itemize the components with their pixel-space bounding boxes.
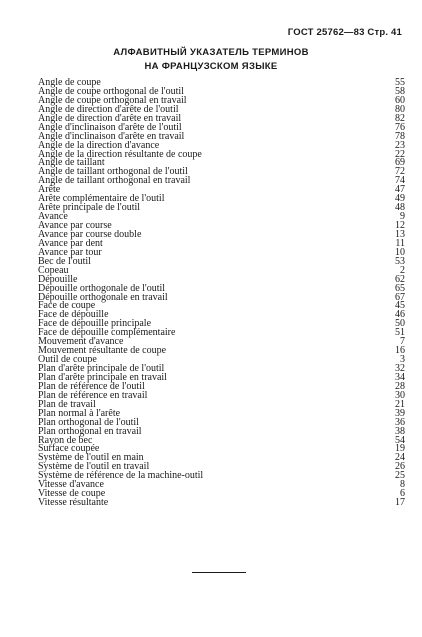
entry-term: Angle de la direction résultante de coupe	[38, 148, 202, 160]
index-entry	[38, 246, 405, 258]
entry-term: Plan normal à l'arête	[38, 407, 121, 419]
entry-number: 58	[395, 85, 405, 97]
entry-term: Plan d'arête principale de l'outil	[38, 363, 165, 374]
entry-term: Plan de référence de l'outil	[38, 380, 145, 392]
entry-number: 82	[395, 112, 405, 124]
entry-term: Surface coupée	[38, 443, 100, 455]
end-rule	[192, 572, 246, 573]
entry-term: Mouvement d'avance	[38, 336, 124, 348]
entry-number: 78	[395, 130, 405, 142]
index-entry	[38, 204, 405, 213]
entry-number: 62	[395, 273, 405, 285]
entry-number: 72	[395, 166, 405, 178]
entry-number: 49	[395, 193, 405, 205]
entry-number: 9	[400, 211, 405, 223]
entry-term: Angle de la direction d'avance	[38, 139, 160, 151]
entry-number: 30	[395, 389, 405, 401]
title-line-1: АЛФАВИТНЫЙ УКАЗАТЕЛЬ ТЕРМИНОВ	[113, 47, 309, 58]
term-index-list	[38, 79, 405, 508]
title-line-2: НА ФРАНЦУЗСКОМ ЯЗЫКЕ	[144, 61, 278, 72]
entry-number: 16	[395, 345, 405, 357]
entry-term: Plan de référence en travail	[38, 389, 148, 401]
entry-number: 46	[395, 309, 405, 321]
entry-term: Arête complémentaire de l'outil	[38, 193, 165, 205]
entry-number: 47	[395, 184, 405, 196]
entry-number: 32	[395, 363, 405, 374]
entry-number: 74	[395, 175, 405, 187]
entry-term: Système de l'outil en travail	[38, 461, 150, 473]
entry-term: Angle de taillant	[38, 157, 105, 169]
entry-term: Vitesse d'avance	[38, 479, 104, 491]
entry-term: Face de dépouille	[38, 309, 109, 321]
entry-number: 54	[395, 434, 405, 446]
entry-term: Vitesse de coupe	[38, 488, 106, 500]
entry-number: 13	[395, 228, 405, 240]
entry-number: 8	[400, 479, 405, 491]
entry-number: 12	[395, 220, 405, 231]
index-title	[0, 46, 422, 74]
entry-number: 7	[400, 336, 405, 348]
entry-number: 25	[395, 470, 405, 482]
entry-term: Angle de taillant orthogonal en travail	[38, 175, 191, 187]
entry-number: 76	[395, 121, 405, 133]
entry-term: Arête principale de l'outil	[38, 202, 141, 214]
index-entry	[38, 264, 405, 276]
entry-term: Avance par tour	[38, 246, 102, 258]
entry-term: Avance par course	[38, 220, 112, 231]
entry-number: 36	[395, 416, 405, 428]
entry-term: Angle d'inclinaison d'arête en travail	[38, 130, 185, 142]
entry-number: 2	[400, 264, 405, 276]
entry-number: 45	[395, 300, 405, 312]
entry-term: Arête	[38, 184, 61, 196]
entry-term: Plan orthogonal en travail	[38, 425, 142, 437]
entry-number: 65	[395, 282, 405, 294]
entry-term: Système de référence de la machine-outil	[38, 470, 204, 482]
entry-term: Outil de coupe	[38, 354, 97, 366]
entry-term: Dépouille	[38, 273, 78, 285]
entry-term: Face de coupe	[38, 300, 96, 312]
entry-term: Angle de coupe orthogonal en travail	[38, 94, 187, 106]
entry-number: 19	[395, 443, 405, 455]
entry-term: Rayon de bec	[38, 434, 93, 446]
entry-term: Angle de taillant orthogonal de l'outil	[38, 166, 188, 178]
entry-number: 51	[395, 327, 405, 339]
entry-number: 26	[395, 461, 405, 473]
entry-term: Face de dépouille complémentaire	[38, 327, 176, 339]
entry-term: Angle d'inclinaison d'arête de l'outil	[38, 121, 182, 133]
entry-number: 23	[395, 139, 405, 151]
entry-number: 48	[395, 202, 405, 214]
entry-number: 67	[395, 291, 405, 303]
entry-term: Avance par course double	[38, 228, 142, 240]
entry-term: Angle de coupe orthogonal de l'outil	[38, 85, 184, 97]
entry-number: 53	[395, 255, 405, 267]
entry-term: Face de dépouille principale	[38, 318, 152, 330]
entry-term: Vitesse résultante	[38, 497, 109, 509]
index-entry	[38, 177, 405, 186]
entry-number: 60	[395, 94, 405, 106]
entry-term: Mouvement résultante de coupe	[38, 345, 167, 357]
entry-number: 34	[395, 371, 405, 383]
index-entry	[38, 425, 405, 437]
entry-number: 3	[400, 354, 405, 366]
page-header: ГОСТ 25762—83 Стр. 41	[287, 27, 402, 38]
entry-number: 10	[395, 246, 405, 258]
entry-term: Copeau	[38, 264, 69, 276]
entry-number: 17	[395, 497, 405, 509]
entry-number: 28	[395, 380, 405, 392]
entry-number: 24	[395, 452, 405, 464]
entry-term: Angle de direction d'arête de l'outil	[38, 103, 179, 115]
entry-number: 38	[395, 425, 405, 437]
entry-term: Plan de travail	[38, 398, 96, 410]
entry-term: Avance par dent	[38, 237, 103, 249]
entry-number: 80	[395, 103, 405, 115]
entry-term: Angle de coupe	[38, 77, 101, 88]
entry-term: Plan d'arête principale en travail	[38, 371, 167, 383]
entry-number: 69	[395, 157, 405, 169]
entry-term: Dépouille orthogonale de l'outil	[38, 282, 166, 294]
index-entry	[38, 255, 405, 267]
entry-term: Plan orthogonal de l'outil	[38, 416, 139, 428]
entry-term: Angle de direction d'arête en travail	[38, 112, 182, 124]
index-entry	[38, 499, 405, 508]
entry-number: 22	[395, 148, 405, 160]
entry-number: 21	[395, 398, 405, 410]
entry-term: Bec de l'outil	[38, 255, 91, 267]
entry-term: Système de l'outil en main	[38, 452, 144, 464]
entry-term: Avance	[38, 211, 68, 223]
entry-number: 39	[395, 407, 405, 419]
entry-term: Dépouille orthogonale en travail	[38, 291, 168, 303]
entry-number: 55	[395, 77, 405, 88]
entry-number: 6	[400, 488, 405, 500]
entry-number: 50	[395, 318, 405, 330]
entry-number: 11	[395, 237, 405, 249]
